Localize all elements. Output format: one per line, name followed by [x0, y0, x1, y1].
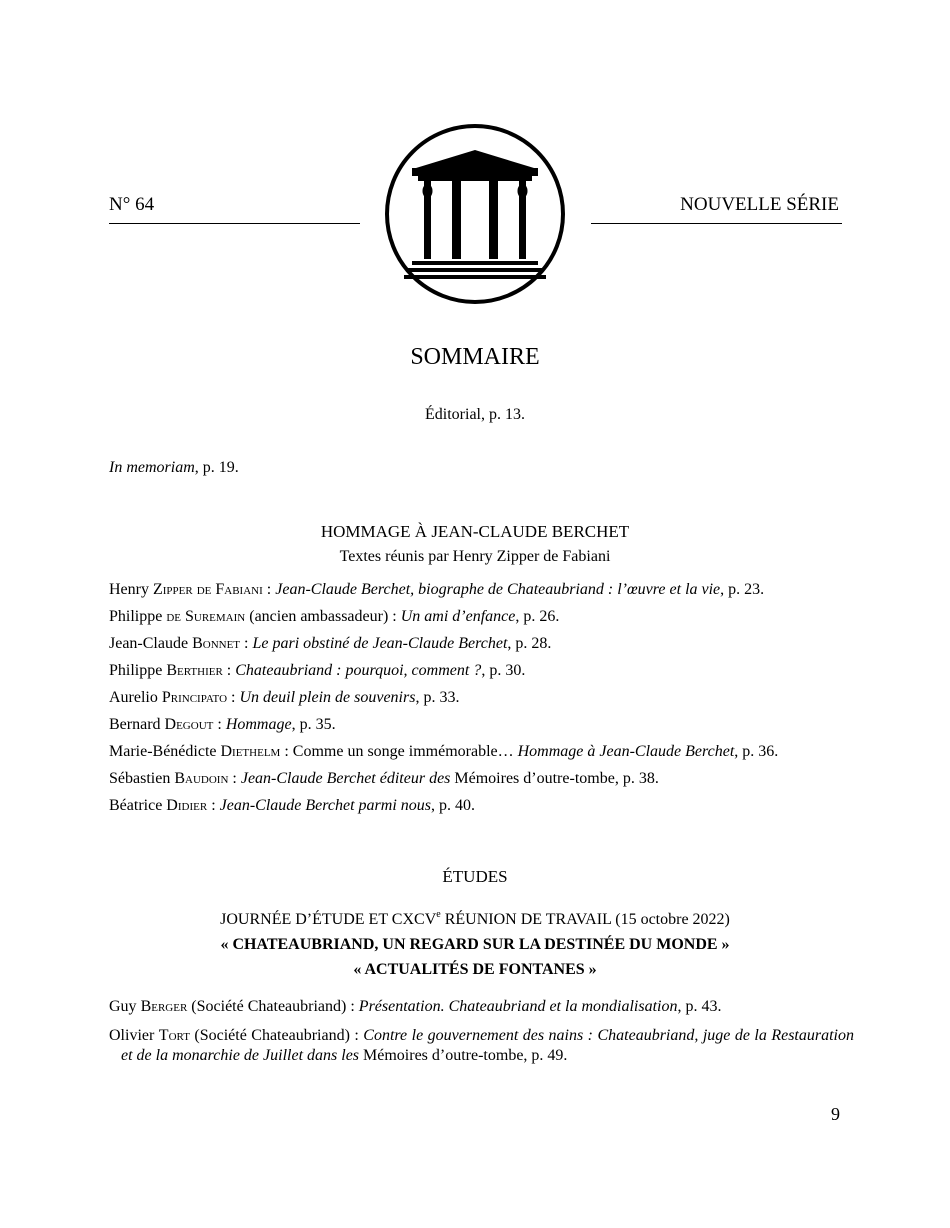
toc-entry [109, 634, 842, 661]
toc-entry [109, 742, 842, 769]
header-rule-left [109, 223, 360, 224]
entry-page: , p. 28. [507, 635, 552, 652]
author-first-name: Philippe [109, 662, 167, 679]
author-last-name: Berthier [166, 662, 223, 679]
entry-page: , p. 43. [677, 998, 722, 1015]
author-first-name: Guy [109, 998, 141, 1015]
author-last-name: Zipper de Fabiani [152, 581, 263, 598]
author-first-name: Aurelio [109, 689, 162, 706]
author-first-name: Olivier [109, 1027, 159, 1044]
journee-text-end: RÉUNION DE TRAVAIL (15 octobre 2022) [440, 911, 730, 928]
author-first-name: Jean-Claude [109, 635, 193, 652]
toc-entry [109, 607, 842, 634]
entry-separator: : Comme un songe immémorable… [280, 743, 518, 760]
entry-page: , p. 49. [523, 1047, 568, 1064]
entry-separator: (Société Chateaubriand) : [187, 998, 359, 1015]
author-last-name: Baudoin [174, 770, 229, 787]
toc-entry [109, 661, 842, 688]
entry-page: , p. 33. [415, 689, 460, 706]
series-label: NOUVELLE SÉRIE [680, 194, 839, 215]
toc-entry [109, 688, 842, 715]
entry-title: Chateaubriand : pourquoi, comment ? [235, 662, 482, 679]
journee-text-start: JOURNÉE D’ÉTUDE ET CXCV [220, 911, 437, 928]
entry-title: Le pari obstiné de Jean-Claude Berchet [252, 635, 508, 652]
theme-heading-2: « ACTUALITÉS DE FONTANES » [353, 961, 597, 978]
header-rule-right [591, 223, 842, 224]
page-number: 9 [831, 1104, 840, 1124]
entry-separator: : [222, 662, 236, 679]
entry-page: , p. 38. [614, 770, 659, 787]
entry-separator: : [262, 581, 276, 598]
entry-title: Jean-Claude Berchet éditeur des [240, 770, 451, 787]
entry-title: Un deuil plein de souvenirs [239, 689, 416, 706]
in-memoriam-title: In memoriam [109, 459, 195, 476]
author-first-name: Henry [109, 581, 153, 598]
author-last-name: Didier [166, 797, 208, 814]
in-memoriam-line [109, 458, 842, 478]
author-last-name: de Suremain [166, 608, 246, 625]
author-last-name: Bonnet [192, 635, 241, 652]
entry-separator: : [227, 689, 240, 706]
editorial-line: Éditorial, p. 13. [425, 406, 525, 423]
entry-separator: (ancien ambassadeur) : [245, 608, 401, 625]
entry-page: , p. 23. [720, 581, 765, 598]
toc-entry [109, 796, 842, 823]
journee-heading [0, 910, 950, 930]
entry-separator: : [240, 635, 253, 652]
entry-title: Jean-Claude Berchet, biographe de Chateaubriand : l’œuvre et la vie [275, 581, 721, 598]
toc-entry [109, 1026, 854, 1066]
author-first-name: Sébastien [109, 770, 175, 787]
author-last-name: Degout [164, 716, 214, 733]
entry-page: , p. 36. [734, 743, 779, 760]
page-title: SOMMAIRE [410, 344, 540, 370]
entry-title: Un ami d’enfance [400, 608, 516, 625]
entry-separator: : [207, 797, 220, 814]
hommage-entries [109, 580, 842, 823]
author-last-name: Principato [161, 689, 228, 706]
toc-entry [109, 715, 842, 742]
author-last-name: Berger [140, 998, 188, 1015]
entry-separator: : [213, 716, 226, 733]
toc-entry [109, 997, 842, 1017]
theme-heading-1: « CHATEAUBRIAND, UN REGARD SUR LA DESTINÉE DU MONDE » [220, 936, 730, 953]
toc-entry [109, 580, 842, 607]
author-first-name: Philippe [109, 608, 167, 625]
entry-work-title: Mémoires d’outre-tombe [359, 1047, 524, 1064]
in-memoriam-page: , p. 19. [194, 459, 239, 476]
entry-title: Contre le gouvernement des nains : Chateaubriand, juge de la Restauration et de la monarchie de Juillet dans les [121, 1027, 854, 1064]
entry-work-title: Mémoires d’outre-tombe [450, 770, 615, 787]
author-last-name: Tort [158, 1027, 190, 1044]
journee-superscript: e [436, 908, 441, 920]
entry-separator: (Société Chateaubriand) : [189, 1027, 364, 1044]
entry-title: Hommage [225, 716, 292, 733]
entry-title: Jean-Claude Berchet parmi nous [219, 797, 431, 814]
temple-logo [384, 123, 566, 305]
entry-page: , p. 26. [515, 608, 560, 625]
issue-number: N° 64 [109, 194, 155, 215]
hommage-heading: HOMMAGE À JEAN-CLAUDE BERCHET [320, 522, 630, 541]
entry-title: Hommage à Jean-Claude Berchet [517, 743, 735, 760]
author-first-name: Béatrice [109, 797, 167, 814]
etudes-heading: ÉTUDES [442, 867, 508, 886]
entry-title: Présentation. Chateaubriand et la mondialisation [358, 998, 678, 1015]
entry-page: , p. 35. [291, 716, 336, 733]
author-first-name: Bernard [109, 716, 165, 733]
entry-separator: : [228, 770, 241, 787]
author-first-name: Marie-Bénédicte [109, 743, 221, 760]
author-last-name: Diethelm [220, 743, 281, 760]
toc-entry [109, 769, 842, 796]
entry-page: , p. 40. [431, 797, 475, 814]
entry-page: , p. 30. [481, 662, 526, 679]
hommage-subheading: Textes réunis par Henry Zipper de Fabiani [339, 548, 611, 565]
